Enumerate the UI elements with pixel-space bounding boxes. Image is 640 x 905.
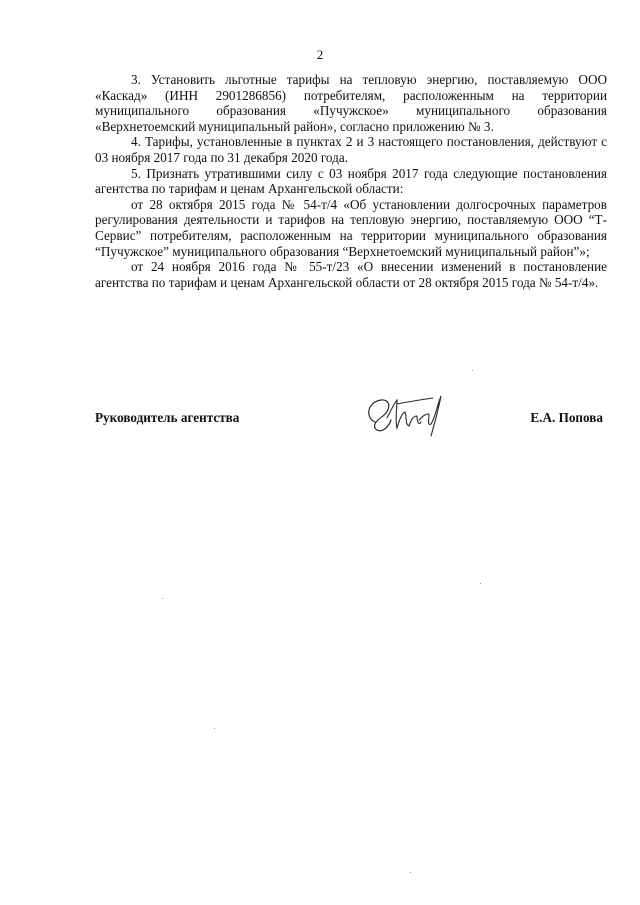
- signatory-position: Руководитель агентства: [95, 410, 240, 425]
- repealed-resolution-1: от 28 октября 2015 года № 54-т/4 «Об установлении долгосрочных параметров регулирования деятельности и тарифов на тепловую энергию, поставляемую ООО “Т-Сервис” потребителям, расположенным на территории муниципального образования “Пучужское” муниципального образования “Верхнетоемский муниципальный район”»;: [95, 196, 607, 259]
- scan-speck: [472, 370, 473, 371]
- scan-speck: [214, 728, 215, 729]
- paragraph-item-5: 5. Признать утратившими силу с 03 ноября 2017 года следующие постановления агентства по тарифам и ценам Архангельской области:: [95, 165, 607, 197]
- page-number: 2: [316, 47, 324, 62]
- signature-block: [95, 392, 607, 432]
- handwritten-signature-icon: [361, 392, 447, 438]
- scan-speck: [480, 583, 481, 584]
- repealed-resolution-2: от 24 ноября 2016 года № 55-т/23 «О внесении изменений в постановление агентства по тарифам и ценам Архангельской области от 28 октября 2015 года № 54-т/4».: [95, 259, 607, 290]
- document-body: [95, 72, 607, 290]
- paragraph-item-3: 3. Установить льготные тарифы на тепловую энергию, поставляемую ООО «Каскад» (ИНН 2901286856) потребителям, расположенным на территории муниципального образования «Пучужское» муниципального образования «Верхнетоемский муниципальный район», согласно приложению № 3.: [95, 72, 607, 134]
- paragraph-item-4: 4. Тарифы, установленные в пунктах 2 и 3 настоящего постановления, действуют с 03 ноября 2017 года по 31 декабря 2020 года.: [95, 134, 607, 165]
- scan-speck: [410, 872, 411, 873]
- signatory-name: Е.А. Попова: [530, 410, 603, 425]
- scan-speck: [162, 598, 163, 599]
